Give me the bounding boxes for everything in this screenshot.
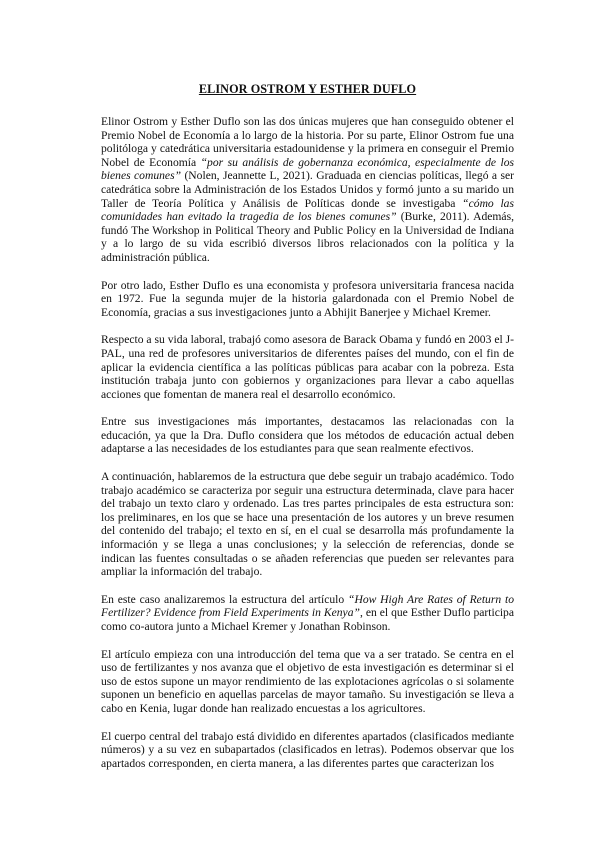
paragraph-article-intro	[101, 593, 514, 634]
paragraph-text: , en el que Esther Duflo participa como co-autora junto a Michael Kremer y Jonathan Robinson.	[101, 606, 514, 633]
quote-ostrom-nobel: “por su análisis de gobernanza económica, especialmente de los bienes comunes”	[101, 155, 515, 183]
paragraph-article-summary: El artículo empieza con una introducción del tema que va a ser tratado. Se centra en el uso de fertilizantes y nos avanza que el objetivo de esta investigación es determinar si el uso de estos supone un mayor rendimiento de las explotaciones agrícolas o si solamente suponen un beneficio en aquellas parcelas de mayor tamaño. Su investigación se lleva a cabo en Kenia, lugar donde han realizado encuestas a los agricultores.	[101, 647, 514, 715]
document-title: ELINOR OSTROM Y ESTHER DUFLO	[198, 82, 417, 96]
paragraph-article-body: El cuerpo central del trabajo está dividido en diferentes apartados (clasificados mediante números) y a su vez en subapartados (clasificados en letras). Podemos observar que los apartados corresponden, en cierta manera, a las diferentes partes que caracterizan los	[101, 729, 514, 770]
paragraph-text: En este caso analizaremos la estructura del artículo	[101, 592, 348, 606]
article-title-quote: “How High Are Rates of Return to Fertilizer? Evidence from Field Experiments in Kenya”	[101, 592, 514, 620]
paragraph-academic-structure: A continuación, hablaremos de la estructura que debe seguir un trabajo académico. Todo trabajo académico se caracteriza por seguir una estructura determinada, clave para hacer del trabajo un texto claro y ordenado. Las tres partes principales de esta estructura son: los preliminares, en los que se hace una presentación de los autores y un breve resumen del contenido del trabajo; el texto en sí, en el cual se desarrolla más profundamente la información y se llega a unas conclusiones; y la selección de referencias, donde se indican las fuentes consultadas o se añaden referencias que pueden ser relevantes para ampliar la información del trabajo.	[101, 470, 514, 579]
paragraph-ostrom	[101, 115, 514, 265]
paragraph-duflo-work: Respecto a su vida laboral, trabajó como asesora de Barack Obama y fundó en 2003 el J-PAL, una red de profesores universitarios de diferentes países del mundo, con el fin de aplicar la evidencia científica a las políticas públicas para acabar con la pobreza. Esta institución trabaja junto con gobiernos y organizaciones para llevar a cabo aquellas acciones que fomentan de manera real el desarrollo económico.	[101, 333, 514, 401]
quote-commons-tragedy: “cómo las comunidades han evitado la tragedia de los bienes comunes”	[101, 196, 514, 224]
paragraph-duflo-education: Entre sus investigaciones más importantes, destacamos las relacionadas con la educación, ya que la Dra. Duflo considera que los métodos de educación actual deben adaptarse a las necesidades de los estudiantes para que sean realmente efectivos.	[101, 415, 514, 456]
paragraph-text: Elinor Ostrom y Esther Duflo son las dos únicas mujeres que han conseguido obtener el Premio Nobel de Economía a lo largo de la historia. Por su parte, Elinor Ostrom fue una politóloga y catedrática universitaria estadounidense y la primera en conseguir el Premio Nobel de Economía	[101, 115, 514, 169]
paragraph-duflo-intro: Por otro lado, Esther Duflo es una economista y profesora universitaria francesa nacida en 1972. Fue la segunda mujer de la historia galardonada con el Premio Nobel de Economía, gracias a sus investigaciones junto a Abhijit Banerjee y Michael Kremer.	[101, 278, 514, 319]
paragraph-text: (Nolen, Jeannette L, 2021). Graduada en ciencias políticas, llegó a ser catedrática sobre la Administración de los Estados Unidos y formó junto a su marido un Taller de Teoría Política y Análisis de Políticas donde se investigaba	[101, 169, 514, 210]
paragraph-text: (Burke, 2011). Además, fundó The Workshop in Political Theory and Public Policy en la Universidad de Indiana y a lo largo de su vida escribió diversos libros relacionados con la política y la administración pública.	[101, 210, 514, 264]
